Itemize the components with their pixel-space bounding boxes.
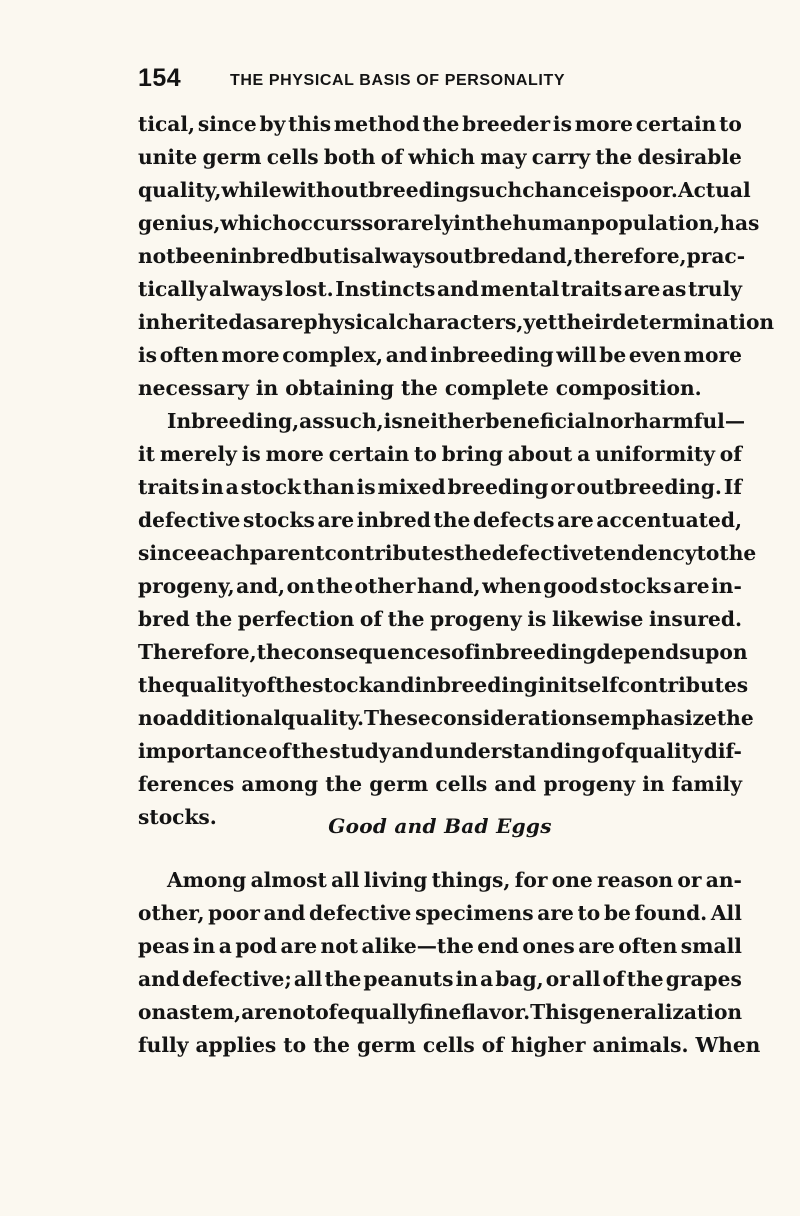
- text-line: fully applies to the germ cells of higher animals. When: [138, 1033, 761, 1057]
- text-line: tical, since by this method the breeder is more certain to: [138, 112, 742, 136]
- text-line: traits in a stock than is mixed breeding or outbreeding. If: [138, 475, 742, 499]
- running-head: [138, 64, 738, 100]
- page-number: 154: [138, 64, 182, 92]
- text-line: genius, which occurs so rarely in the human population, has: [138, 211, 760, 235]
- text-line: Therefore, the consequences of inbreeding depends upon: [138, 640, 748, 664]
- text-line: and defective; all the peanuts in a bag, or all of the grapes: [138, 967, 742, 991]
- text-line: progeny, and, on the other hand, when good stocks are in-: [138, 574, 742, 598]
- text-line: ferences among the germ cells and progeny in family: [138, 772, 742, 796]
- text-line: importance of the study and understanding of quality dif-: [138, 739, 742, 763]
- text-line: bred the perfection of the progeny is likewise insured.: [138, 607, 742, 631]
- text-line: the quality of the stock and inbreeding in itself contributes: [138, 673, 749, 697]
- paragraph-2: [138, 405, 757, 834]
- paragraph-1: [138, 108, 775, 405]
- text-line: quality, while with outbreeding such chance is poor. Actual: [138, 178, 751, 202]
- paragraph-3: [138, 864, 761, 1062]
- text-line: since each parent contributes the defective tendency to the: [138, 541, 757, 565]
- text-line: necessary in obtaining the complete composition.: [138, 376, 702, 400]
- text-line: defective stocks are inbred the defects are accentuated,: [138, 508, 742, 532]
- text-line: is often more complex, and inbreeding will be even more: [138, 343, 742, 367]
- text-line: peas in a pod are not alike—the end ones are often small: [138, 934, 742, 958]
- text-line: Among almost all living things, for one reason or an-: [167, 868, 742, 892]
- text-line: inherited as are physical characters, yet their determination: [138, 310, 775, 334]
- text-line: other, poor and defective specimens are to be found. All: [138, 901, 742, 925]
- text-line: no additional quality. These considerations emphasize the: [138, 706, 754, 730]
- text-line: tically always lost. Instincts and mental traits are as truly: [138, 277, 742, 301]
- section-heading: Good and Bad Eggs: [328, 814, 552, 838]
- text-line: not been inbred but is always outbred and, therefore, prac-: [138, 244, 746, 268]
- text-line: unite germ cells both of which may carry the desirable: [138, 145, 742, 169]
- text-line: on a stem, are not of equally fine flavor. This generalization: [138, 1000, 743, 1024]
- text-line: Inbreeding, as such, is neither beneficial nor harmful—: [167, 409, 746, 433]
- text-line: stocks.: [138, 805, 217, 829]
- running-title: THE PHYSICAL BASIS OF PERSONALITY: [230, 72, 566, 89]
- text-line: it merely is more certain to bring about a uniformity of: [138, 442, 742, 466]
